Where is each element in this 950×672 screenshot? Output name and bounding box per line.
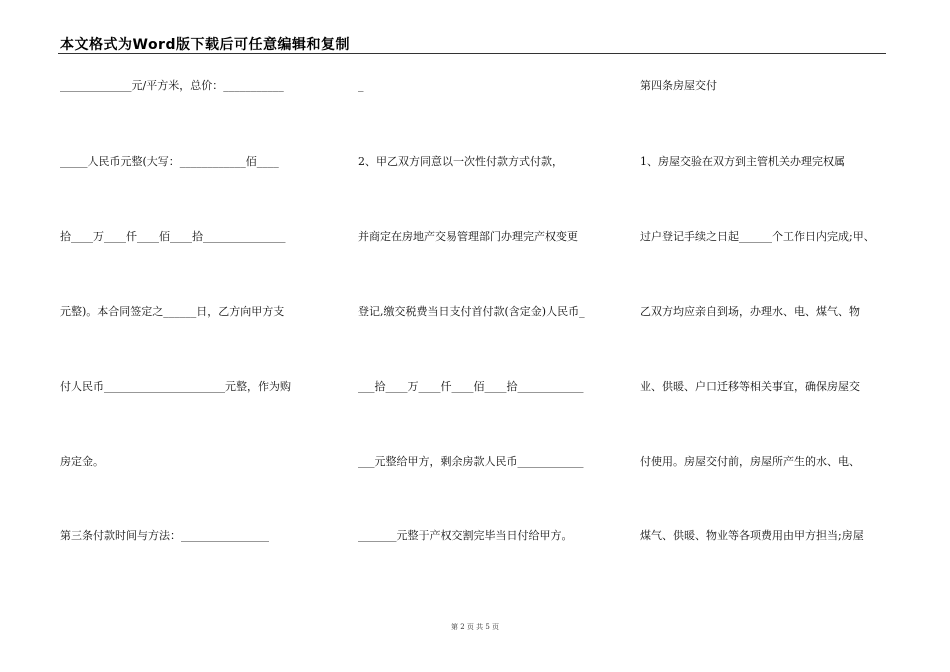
text-line: 元整)。本合同签定之______日，乙方向甲方支 — [60, 305, 285, 318]
document-header-title: 本文格式为Word版下载后可任意编辑和复制 — [60, 37, 350, 53]
text-line: _____人民币元整(大写：____________佰____ — [60, 155, 279, 168]
text-line: 并商定在房地产交易管理部门办理完产权变更 — [358, 230, 578, 243]
text-column-2 — [358, 0, 608, 672]
text-line: ___拾____万____仟____佰____拾____________ — [358, 380, 584, 393]
text-line: _ — [358, 79, 364, 92]
text-column-3 — [640, 0, 892, 672]
text-line: ___元整给甲方，剩余房款人民币____________ — [358, 455, 584, 468]
text-line: 拾____万____仟____佰____拾_______________ — [60, 230, 286, 243]
text-line: 付人民币______________________元整，作为购 — [60, 380, 291, 393]
text-line: 房定金。 — [60, 455, 104, 468]
text-line: 1、房屋交验在双方到主管机关办理完权属 — [640, 155, 845, 168]
text-line: _____________元/平方米，总价：___________ — [60, 79, 284, 92]
text-line: 第三条付款时间与方法：________________ — [60, 529, 269, 542]
text-line: 业、供暖、户口迁移等相关事宜，确保房屋交 — [640, 380, 860, 393]
text-line: 过户登记手续之日起______个工作日内完成;甲、 — [640, 230, 875, 243]
text-line: 煤气、供暖、物业等各项费用由甲方担当;房屋 — [640, 529, 864, 542]
text-line: 2、甲乙双方同意以一次性付款方式付款， — [358, 155, 563, 168]
text-line: 付使用。房屋交付前，房屋所产生的水、电、 — [640, 455, 860, 468]
text-column-1 — [60, 0, 330, 672]
text-line: 乙双方均应亲自到场，办理水、电、煤气、物 — [640, 305, 860, 318]
text-line: 登记,缴交税费当日支付首付款(含定金)人民币_ — [358, 305, 585, 318]
page-indicator: 第 2 页 共 5 页 — [450, 623, 500, 631]
text-line: _______元整于产权交割完毕当日付给甲方。 — [358, 529, 573, 542]
text-line: 第四条房屋交付 — [640, 79, 717, 92]
